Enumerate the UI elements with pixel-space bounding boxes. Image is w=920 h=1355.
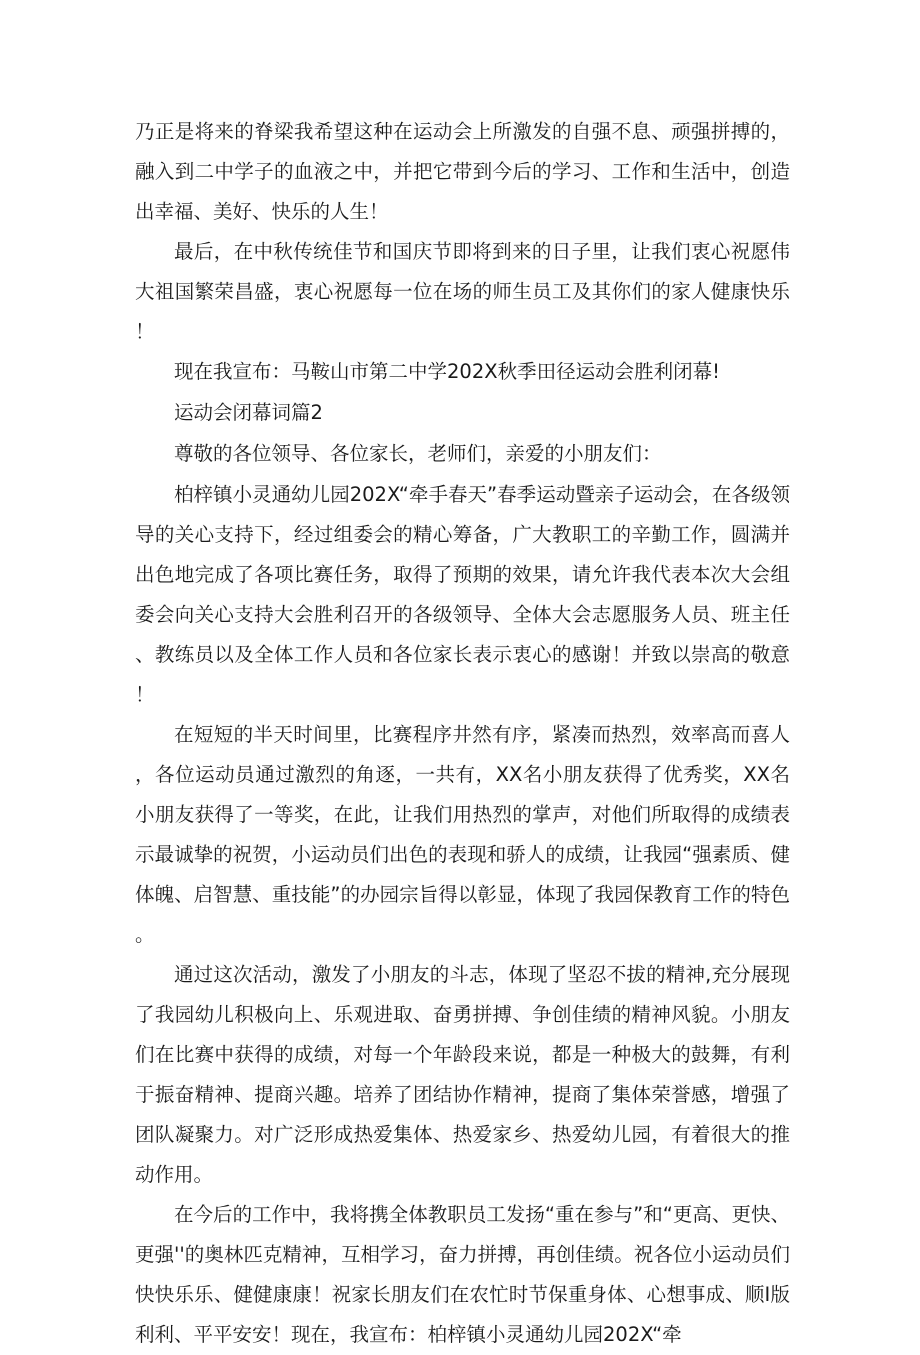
paragraph-continuation: 乃正是将来的脊梁我希望这种在运动会上所激发的自强不息、顽强拼搏的，融入到二中学子的血液之中，并把它带到今后的学习、工作和生活中，创造出幸福、美好、快乐的人生！	[135, 120, 790, 223]
paragraph-blessing: 最后，在中秋传统佳节和国庆节即将到来的日子里，让我们衷心祝愿伟大祖国繁荣昌盛，衷心祝愿每一位在场的师生员工及其你们的家人健康快乐！	[135, 240, 790, 343]
paragraph-future: 在今后的工作中，我将携全体教职员工发扬“重在参与”和“更高、更快、更强''的奥林匹克精神，互相学习，奋力拼搏，再创佳绩。祝各位小运动员们快快乐乐、健健康康！祝家长朋友们在农忙时节保重身体、心想事成、顺I版利利、平平安安！现在，我宣布：柏梓镇小灵通幼儿园202X“牵	[135, 1203, 790, 1346]
paragraph-results: 在短短的半天时间里，比赛程序井然有序，紧凑而热烈，效率高而喜人，各位运动员通过激烈的角逐，一共有，XX名小朋友获得了优秀奖，XX名小朋友获得了一等奖，在此，让我们用热烈的掌声，对他们所取得的成绩表示最诚挚的祝贺，小运动员们出色的表现和骄人的成绩，让我园“强素质、健体魄、启智慧、重技能”的办园宗旨得以彰显，体现了我园保教育工作的特色。	[135, 723, 790, 946]
paragraph-closing-announcement: 现在我宣布：马鞍山市第二中学202X秋季田径运动会胜利闭幕!	[174, 360, 720, 383]
paragraph-significance: 通过这次活动，激发了小朋友的斗志，体现了坚忍不拔的精神,充分展现了我园幼儿积极向上、乐观进取、奋勇拼搏、争创佳绩的精神风貌。小朋友们在比赛中获得的成绩，对每一个年龄段来说，都是一种极大的鼓舞，有利于振奋精神、提商兴趣。培养了团结协作精神，提商了集体荣誉感，增强了团队凝聚力。对广泛形成热爱集体、热爱家乡、热爱幼儿园，有着很大的推动作用。	[135, 963, 790, 1186]
section-heading: 运动会闭幕词篇2	[174, 401, 323, 424]
paragraph-thanks: 柏梓镇小灵通幼儿园202X“牵手春天”春季运动暨亲子运动会，在各级领导的关心支持下，经过组委会的精心筹备，广大教职工的辛勤工作，圆满并出色地完成了各项比赛任务，取得了预期的效果，请允许我代表本次大会组委会向关心支持大会胜利召开的各级领导、全体大会志愿服务人员、班主任、教练员以及全体工作人员和各位家长表示衷心的感谢！并致以崇高的敬意！	[135, 483, 790, 706]
paragraph-salutation: 尊敬的各位领导、各位家长，老师们，亲爱的小朋友们：	[174, 442, 662, 465]
document-body	[135, 112, 790, 1355]
